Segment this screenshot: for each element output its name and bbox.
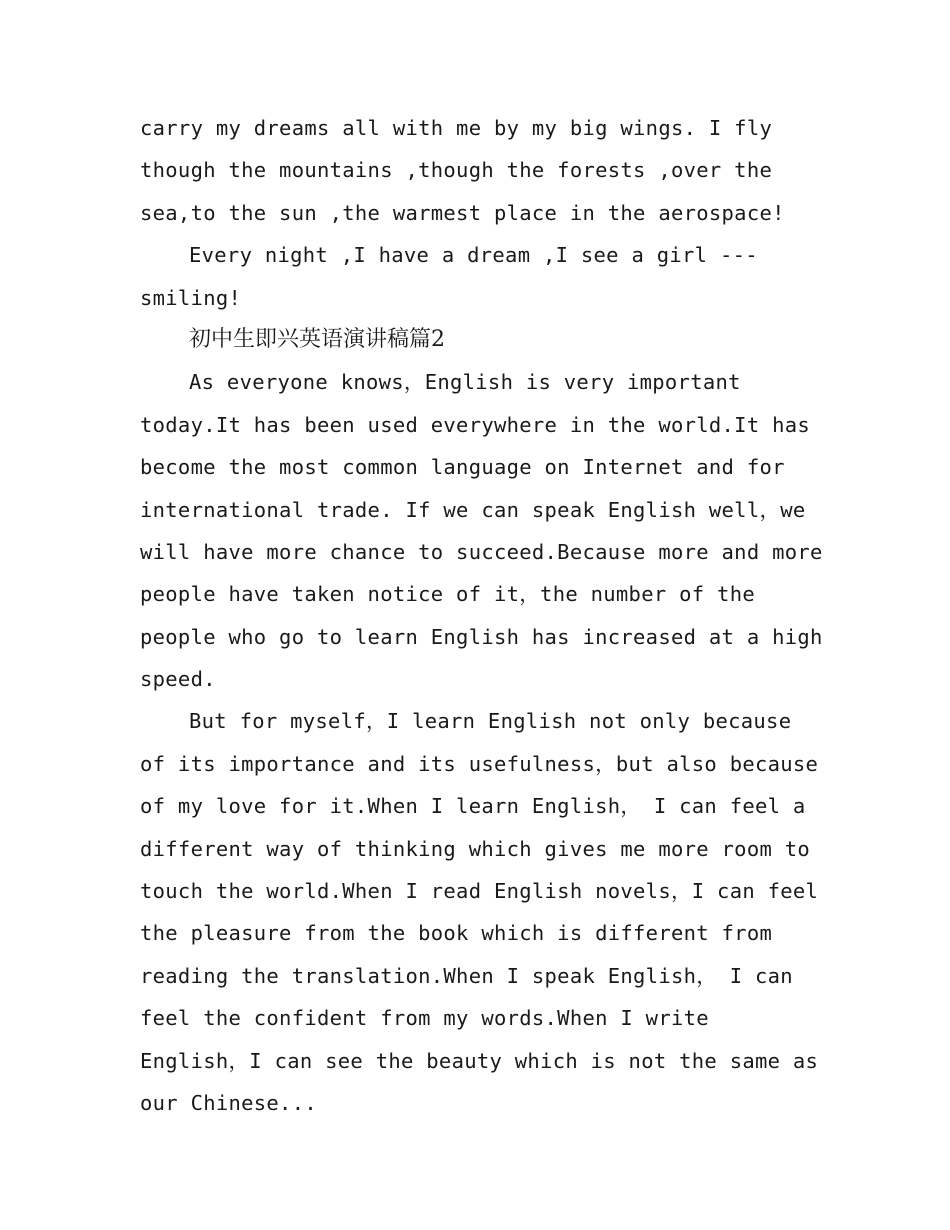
text-line: today.It has been used everywhere in the world.It has [140, 412, 811, 437]
text-line: smiling! [140, 285, 242, 310]
text-line: our Chinese... [140, 1090, 317, 1115]
text-line: Every night ,I have a dream ,I see a girl --- [189, 243, 758, 268]
text-line: speed. [140, 667, 216, 692]
text-line: people who go to learn English has increased at a high [140, 624, 823, 649]
text-line: English，I can see the beauty which is not the same as [140, 1048, 819, 1073]
text-line: though the mountains ,though the forests ,over the [140, 158, 773, 183]
text-line: feel the confident from my words.When I write [140, 1006, 709, 1031]
section-heading: 初中生即兴英语演讲稿篇2 [189, 326, 445, 352]
text-line: different way of thinking which gives me more room to [140, 836, 811, 861]
document-body [140, 107, 830, 1124]
text-line: will have more chance to succeed.Because more and more [140, 539, 823, 564]
text-line: people have taken notice of it，the number of the [140, 582, 755, 607]
text-line: But for myself，I learn English not only because [189, 709, 792, 734]
text-line: reading the translation.When I speak English， I can [140, 963, 793, 988]
text-line: the pleasure from the book which is different from [140, 921, 773, 946]
text-line: carry my dreams all with me by my big wings. I fly [140, 116, 773, 140]
text-line: touch the world.When I read English novels，I can feel [140, 879, 819, 904]
text-line: of its importance and its usefulness，but also because [140, 751, 819, 776]
text-line: international trade. If we can speak English well，we [140, 497, 806, 522]
text-line: become the most common language on Internet and for [140, 455, 785, 480]
text-line: of my love for it.When I learn English， I can feel a [140, 794, 806, 819]
text-line: As everyone knows，English is very important [189, 370, 741, 395]
text-line: sea,to the sun ,the warmest place in the aerospace! [140, 200, 785, 225]
